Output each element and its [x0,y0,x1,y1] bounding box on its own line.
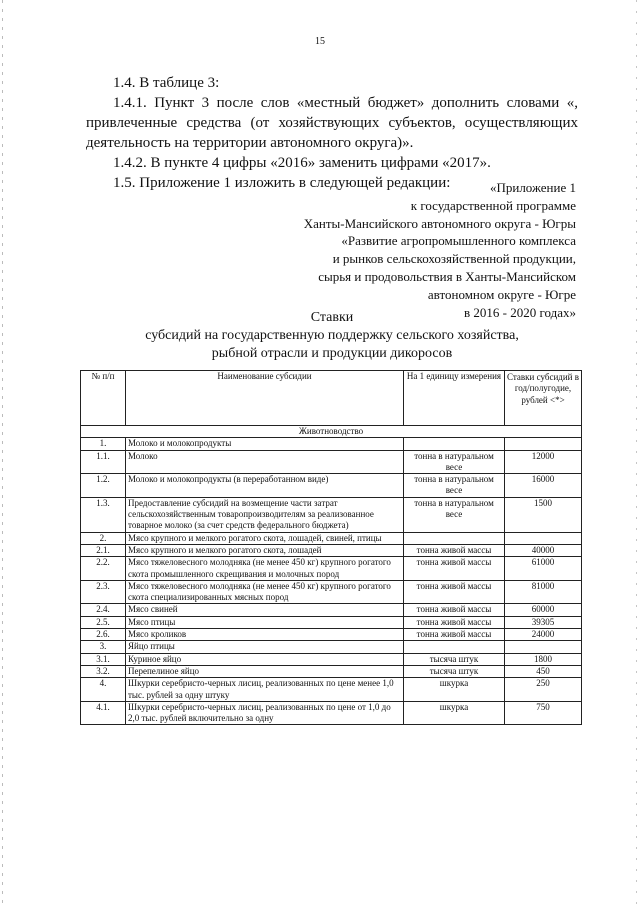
paragraph-1-5: 1.5. Приложение 1 изложить в следующей редакции: [113,175,451,191]
row-num: 3.2. [81,665,126,677]
table-row [81,701,582,725]
row-unit: тонна в натуральном весе [404,497,505,532]
document-title [86,309,578,363]
title-line: субсидий на государственную поддержку сельского хозяйства, [145,328,519,343]
appendix-line: к государственной программе [410,197,576,213]
row-rate: 60000 [505,604,582,616]
row-num: 1.2. [81,474,126,498]
row-name: Мясо крупного и мелкого рогатого скота, лошадей [126,544,404,556]
appendix-line: сырья и продовольствия в Ханты-Мансийском [318,268,576,284]
row-name: Молоко и молокопродукты (в переработанном виде) [126,474,404,498]
row-unit: тысяча штук [404,665,505,677]
table-row [81,616,582,628]
row-unit [404,532,505,544]
appendix-line: Ханты-Мансийского автономного округа - Югры [303,215,576,231]
row-rate: 24000 [505,629,582,641]
row-num: 3.1. [81,653,126,665]
row-unit: шкурка [404,701,505,725]
row-num: 2.5. [81,616,126,628]
row-name: Мясо кроликов [126,629,404,641]
row-num: 3. [81,641,126,653]
row-rate: 61000 [505,557,582,581]
row-unit: тонна живой массы [404,557,505,581]
paragraph-1-4-2: 1.4.2. В пункте 4 цифры «2016» заменить цифрами «2017». [113,155,491,171]
appendix-line: в 2016 - 2020 годах» [464,304,576,320]
row-unit: тонна в натуральном весе [404,474,505,498]
row-name: Яйцо птицы [126,641,404,653]
table-row [81,497,582,532]
row-unit: тонна живой массы [404,580,505,604]
row-unit [404,438,505,450]
row-unit: тонна живой массы [404,629,505,641]
row-name: Молоко [126,450,404,474]
table-row [81,653,582,665]
row-unit: тонна живой массы [404,616,505,628]
row-num: 2.6. [81,629,126,641]
row-unit [404,641,505,653]
header-unit: На 1 единицу измерения [404,371,505,426]
table-row [81,532,582,544]
row-rate: 250 [505,678,582,702]
table-row [81,474,582,498]
row-name: Шкурки серебристо-черных лисиц, реализованных по цене менее 1,0 тыс. рублей за одну штуку [126,678,404,702]
header-num: № п/п [81,371,126,426]
table-row [81,544,582,556]
body-text [86,73,578,193]
row-num: 1.3. [81,497,126,532]
table-row [81,665,582,677]
table-row [81,678,582,702]
subsidy-rates-table [80,370,582,725]
appendix-header [304,179,576,321]
row-rate: 16000 [505,474,582,498]
row-rate: 40000 [505,544,582,556]
row-name: Мясо свиней [126,604,404,616]
row-num: 1. [81,438,126,450]
row-num: 2. [81,532,126,544]
row-num: 4. [81,678,126,702]
row-rate: 81000 [505,580,582,604]
row-rate: 450 [505,665,582,677]
table-row [81,438,582,450]
table-row [81,629,582,641]
row-name: Мясо крупного и мелкого рогатого скота, лошадей, свиней, птицы [126,532,404,544]
row-name: Мясо тяжеловесного молодняка (не менее 450 кг) крупного рогатого скота промышленного скрещивания и молочных пород [126,557,404,581]
table-header-row [81,371,582,426]
row-rate: 39305 [505,616,582,628]
row-name: Предоставление субсидий на возмещение части затрат сельскохозяйственным товаропроизводителям за реализованное товарное молоко (за счет средств федерального бюджета) [126,497,404,532]
table-row [81,580,582,604]
row-name: Куриное яйцо [126,653,404,665]
table-row [81,557,582,581]
row-num: 2.4. [81,604,126,616]
row-name: Шкурки серебристо-черных лисиц, реализованных по цене от 1,0 до 2,0 тыс. рублей включительно за одну [126,701,404,725]
row-num: 2.2. [81,557,126,581]
appendix-line: «Развитие агропромышленного комплекса [341,233,576,249]
row-name: Перепелиное яйцо [126,665,404,677]
table-row [81,641,582,653]
row-name: Мясо тяжеловесного молодняка (не менее 450 кг) крупного рогатого скота специализированных мясных пород [126,580,404,604]
title-line: Ставки [310,310,354,325]
row-unit: тонна в натуральном весе [404,450,505,474]
row-rate [505,641,582,653]
row-num: 2.1. [81,544,126,556]
header-rate: Ставки субсидий в год/полугодие, рублей <*> [505,371,582,426]
title-line: рыбной отрасли и продукции дикоросов [211,346,453,361]
appendix-line: и рынков сельскохозяйственной продукции, [332,251,576,267]
row-name: Молоко и молокопродукты [126,438,404,450]
row-rate [505,438,582,450]
appendix-line: «Приложение 1 [489,180,576,195]
table-row [81,450,582,474]
row-unit: шкурка [404,678,505,702]
row-rate [505,532,582,544]
header-name: Наименование субсидии [126,371,404,426]
scan-edge-left [2,0,3,905]
scan-edge-right [636,0,637,905]
page-number: 15 [315,36,325,47]
row-rate: 1800 [505,653,582,665]
appendix-line: автономном округе - Югре [427,286,576,302]
row-rate: 12000 [505,450,582,474]
table-row [81,604,582,616]
paragraph-1-4: 1.4. В таблице 3: [113,75,220,91]
row-unit: тонна живой массы [404,544,505,556]
row-unit: тонна живой массы [404,604,505,616]
row-unit: тысяча штук [404,653,505,665]
row-num: 4.1. [81,701,126,725]
row-num: 1.1. [81,450,126,474]
row-num: 2.3. [81,580,126,604]
row-rate: 1500 [505,497,582,532]
section-row [81,426,582,438]
row-rate: 750 [505,701,582,725]
section-title: Животноводство [81,426,582,438]
row-name: Мясо птицы [126,616,404,628]
paragraph-1-4-1: 1.4.1. Пункт 3 после слов «местный бюджет» дополнить словами «, привлеченные средства (от хозяйствующих субъектов, осуществляющих деятельность на территории автономного округа)». [86,95,578,151]
